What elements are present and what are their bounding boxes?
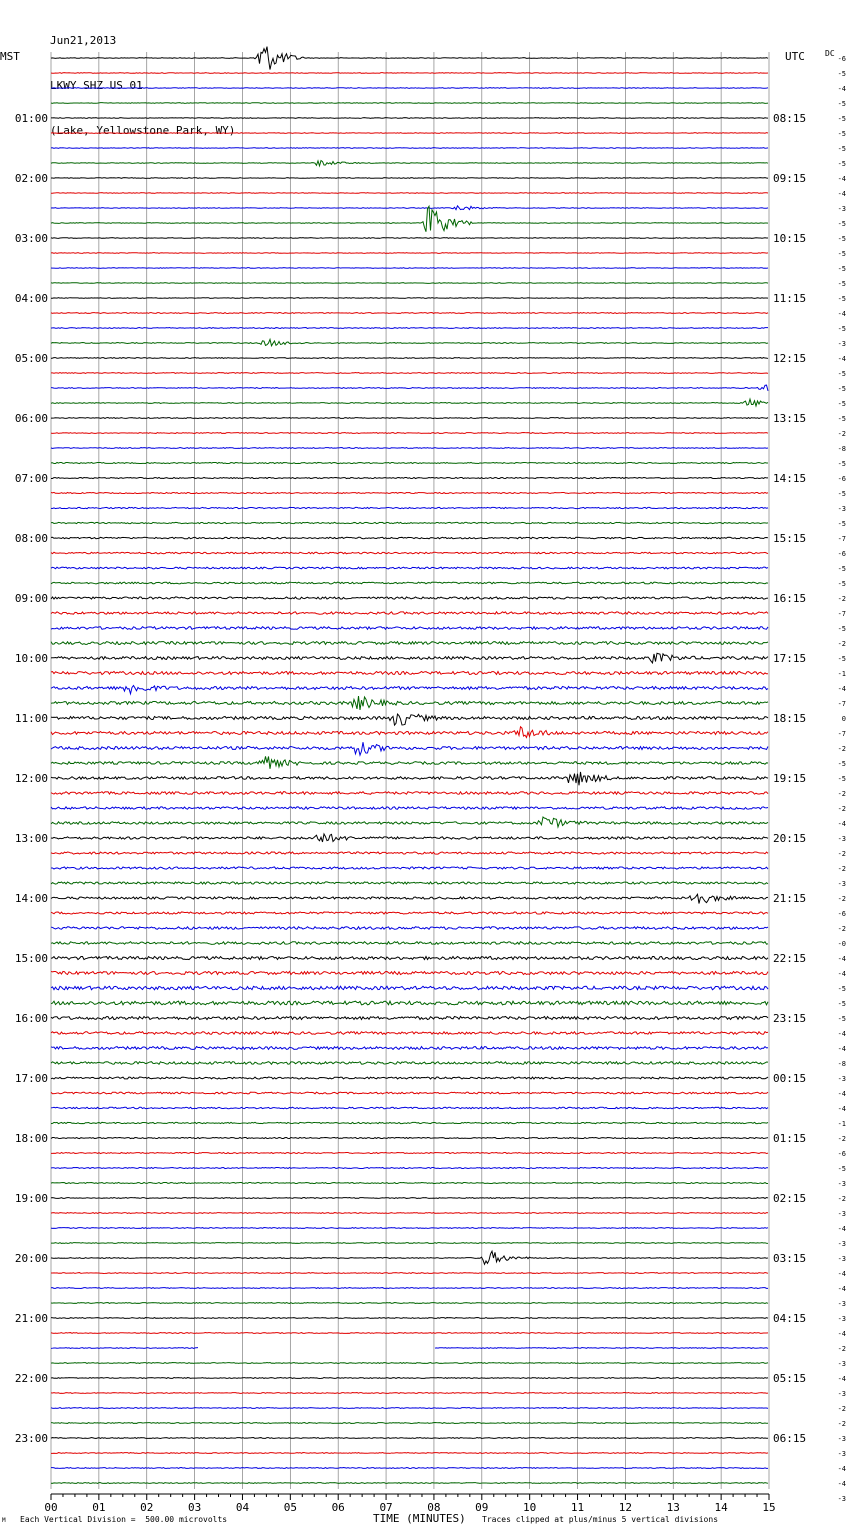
left-hour-label: 15:00: [14, 952, 48, 965]
trace-row: [51, 522, 768, 523]
dc-offset-label: -2: [837, 1345, 846, 1353]
dc-offset-label: -4: [837, 175, 846, 183]
right-timezone: UTC: [785, 50, 805, 63]
trace-row: [51, 47, 768, 70]
trace-row: [51, 88, 768, 89]
trace-row: [51, 1062, 768, 1065]
dc-offset-label: -2: [837, 430, 846, 438]
dc-offset-label: -5: [837, 1165, 846, 1173]
x-tick-label: 04: [235, 1501, 250, 1514]
dc-offset-label: -4: [837, 970, 846, 978]
dc-offset-label: -3: [837, 1210, 846, 1218]
right-hour-label: 23:15: [773, 1012, 807, 1025]
dc-offset-label: -5: [837, 490, 846, 498]
dc-offset-label: -5: [837, 775, 846, 783]
dc-offset-label: -2: [837, 1195, 846, 1203]
trace-row: [51, 1243, 768, 1244]
dc-offset-label: -4: [837, 310, 846, 318]
dc-offset-label: -3: [837, 1390, 846, 1398]
trace-row: [51, 73, 768, 74]
trace-row: [51, 597, 768, 599]
trace-row: [51, 894, 768, 903]
right-hour-label: 22:15: [773, 952, 807, 965]
dc-offset-label: -6: [837, 550, 846, 558]
right-hour-label: 21:15: [773, 892, 807, 905]
dc-offset-label: -3: [837, 1240, 846, 1248]
trace-row: [51, 582, 768, 584]
trace-row: [51, 986, 768, 990]
dc-offset-label: -3: [837, 1450, 846, 1458]
dc-offset-label: -3: [837, 1495, 846, 1503]
left-hour-label: 19:00: [14, 1192, 48, 1205]
trace-row: [51, 206, 768, 231]
dc-offset-label: -3: [837, 1315, 846, 1323]
trace-row: [51, 1092, 768, 1094]
trace-row: [51, 373, 768, 374]
trace-row: [51, 956, 768, 959]
trace-row: [51, 1152, 768, 1153]
trace-row: [51, 1122, 768, 1123]
trace-row: [51, 1318, 768, 1319]
trace-row: [51, 448, 768, 449]
trace-row: [51, 238, 768, 239]
dc-offset-label: -5: [837, 565, 846, 573]
right-hour-label: 13:15: [773, 412, 807, 425]
trace-row: [51, 313, 768, 314]
trace-row: [51, 161, 768, 166]
dc-offset-label: -5: [837, 250, 846, 258]
x-tick-label: 06: [331, 1501, 345, 1514]
trace-row: [51, 178, 768, 179]
trace-row: [51, 433, 768, 434]
dc-offset-label: -2: [837, 925, 846, 933]
x-tick-label: 11: [570, 1501, 585, 1514]
dc-offset-label: -4: [837, 955, 846, 963]
dc-offset-label: -5: [837, 985, 846, 993]
right-hour-label: 00:15: [773, 1072, 807, 1085]
dc-offset-label: -3: [837, 1435, 846, 1443]
dc-offset-label: -8: [837, 445, 846, 453]
trace-row: [51, 627, 768, 630]
left-hour-label: 18:00: [14, 1132, 48, 1145]
trace-row: [51, 727, 768, 738]
dc-offset-label: -5: [837, 115, 846, 123]
trace-row: [51, 852, 768, 854]
dc-offset-label: -5: [837, 625, 846, 633]
trace-row: [51, 118, 768, 119]
dc-offset-label: -7: [837, 700, 846, 708]
dc-offset-label: -3: [837, 1360, 846, 1368]
dc-offset-label: -3: [837, 1180, 846, 1188]
trace-row: [51, 1198, 768, 1199]
left-hour-label: 22:00: [14, 1372, 48, 1385]
dc-offset-label: -4: [837, 190, 846, 198]
scale-note: Each Vertical Division = 500.00 microvolts: [20, 1515, 228, 1524]
dc-offset-label: -6: [837, 1150, 846, 1158]
trace-row: [51, 1016, 768, 1019]
x-tick-label: 14: [714, 1501, 728, 1514]
dc-offset-label: -5: [837, 235, 846, 243]
dc-offset-label: -5: [837, 280, 846, 288]
trace-row: [51, 298, 768, 299]
trace-row: [51, 418, 768, 419]
trace-row: [51, 358, 768, 359]
trace-row: [51, 492, 768, 493]
dc-offset-label: -5: [837, 325, 846, 333]
trace-row: [51, 612, 768, 614]
dc-offset-label: -2: [837, 790, 846, 798]
trace-row: [51, 1251, 768, 1264]
trace-row: [51, 1408, 768, 1409]
right-hour-label: 12:15: [773, 352, 807, 365]
right-hour-label: 02:15: [773, 1192, 807, 1205]
clip-note: Traces clipped at plus/minus 5 vertical divisions: [482, 1515, 719, 1524]
dc-offset-label: -4: [837, 85, 846, 93]
x-axis-title: TIME (MINUTES): [373, 1512, 466, 1525]
trace-row: [51, 328, 768, 329]
dc-offset-label: -1: [837, 670, 846, 678]
trace-row: [51, 756, 768, 768]
trace-row: [51, 1047, 768, 1050]
dc-offset-label: -3: [837, 505, 846, 513]
trace-row: [51, 971, 768, 974]
dc-offset-label: -5: [837, 580, 846, 588]
left-hour-label: 07:00: [14, 472, 48, 485]
dc-offset-label: -3: [837, 1075, 846, 1083]
dc-offset-label: -5: [837, 295, 846, 303]
dc-offset-label: -5: [837, 70, 846, 78]
dc-offset-label: -5: [837, 520, 846, 528]
x-tick-label: 15: [762, 1501, 776, 1514]
dc-offset-label: -4: [837, 1375, 846, 1383]
dc-offset-label: -6: [837, 910, 846, 918]
trace-row: [51, 477, 768, 478]
trace-row: [51, 927, 768, 930]
trace-row: [51, 642, 768, 645]
trace-row: [51, 1453, 768, 1454]
right-hour-label: 14:15: [773, 472, 807, 485]
dc-offset-label: -2: [837, 1135, 846, 1143]
trace-row: [51, 792, 768, 795]
trace-row: [51, 942, 768, 945]
trace-row: [51, 507, 768, 508]
trace-row: [51, 1273, 768, 1274]
x-tick-label: 00: [44, 1501, 58, 1514]
dc-offset-label: -5: [837, 760, 846, 768]
trace-row: [51, 1483, 768, 1484]
trace-row: [51, 552, 768, 554]
x-tick-label: 03: [187, 1501, 202, 1514]
x-tick-label: 12: [618, 1501, 633, 1514]
dc-offset-label: -3: [837, 835, 846, 843]
x-tick-label: 07: [379, 1501, 393, 1514]
trace-row: [51, 1288, 768, 1289]
left-hour-label: 05:00: [14, 352, 48, 365]
trace-row: [51, 1303, 768, 1304]
dc-offset-label: -3: [837, 1300, 846, 1308]
dc-offset-label: -2: [837, 745, 846, 753]
trace-row: [51, 1438, 768, 1439]
dc-offset-label: 0: [841, 715, 846, 723]
right-hour-label: 16:15: [773, 592, 807, 605]
left-hour-label: 16:00: [14, 1012, 48, 1025]
dc-offset-label: -8: [837, 1060, 846, 1068]
dc-offset-label: -5: [837, 145, 846, 153]
dc-offset-label: -5: [837, 1015, 846, 1023]
dc-offset-label: -7: [837, 610, 846, 618]
dc-offset-label: -6: [837, 55, 846, 63]
dc-offset-label: -2: [837, 1405, 846, 1413]
dc-offset-label: -6: [837, 475, 846, 483]
trace-row: [51, 834, 768, 842]
dc-offset-label: -4: [837, 1030, 846, 1038]
trace-row: [51, 133, 768, 134]
left-hour-label: 04:00: [14, 292, 48, 305]
dc-offset-label: -5: [837, 385, 846, 393]
trace-row: [51, 1167, 768, 1168]
left-timezone: MST: [0, 50, 20, 63]
dc-offset-label: -4: [837, 1285, 846, 1293]
dc-offset-label: -5: [837, 220, 846, 228]
dc-offset-label: -4: [837, 1480, 846, 1488]
right-hour-label: 11:15: [773, 292, 807, 305]
trace-row: [51, 1107, 768, 1109]
x-tick-label: 09: [475, 1501, 489, 1514]
trace-row: [51, 1348, 768, 1349]
dc-offset-label: -2: [837, 865, 846, 873]
trace-row: [51, 1423, 768, 1424]
trace-row: [51, 772, 768, 785]
x-tick-label: 13: [666, 1501, 680, 1514]
trace-row: [51, 1213, 768, 1214]
right-hour-label: 05:15: [773, 1372, 807, 1385]
trace-row: [51, 462, 768, 463]
left-hour-label: 20:00: [14, 1252, 48, 1265]
trace-row: [51, 1077, 768, 1079]
right-hour-label: 17:15: [773, 652, 807, 665]
trace-row: [51, 253, 768, 254]
dc-offset-label: -3: [837, 880, 846, 888]
trace-row: [51, 696, 768, 710]
dc-offset-label: -5: [837, 1000, 846, 1008]
right-hour-label: 19:15: [773, 772, 807, 785]
left-hour-label: 03:00: [14, 232, 48, 245]
right-hour-label: 09:15: [773, 172, 807, 185]
left-hour-label: 14:00: [14, 892, 48, 905]
trace-row: [51, 882, 768, 884]
dc-offset-label: -4: [837, 685, 846, 693]
dc-offset-label: -5: [837, 415, 846, 423]
right-hour-label: 03:15: [773, 1252, 807, 1265]
left-hour-label: 13:00: [14, 832, 48, 845]
trace-row: [51, 1137, 768, 1138]
dc-offset-label: -4: [837, 1270, 846, 1278]
trace-row: [51, 867, 768, 869]
dc-offset-label: -4: [837, 1225, 846, 1233]
x-tick-label: 08: [427, 1501, 441, 1514]
trace-row: [51, 206, 768, 210]
trace-row: [51, 686, 768, 694]
dc-offset-label: -5: [837, 265, 846, 273]
left-hour-label: 06:00: [14, 412, 48, 425]
dc-offset-label: -4: [837, 1090, 846, 1098]
right-hour-label: 08:15: [773, 112, 807, 125]
x-tick-label: 01: [92, 1501, 106, 1514]
trace-row: [51, 714, 768, 725]
station-location: (Lake, Yellowstone Park, WY): [50, 124, 236, 137]
trace-row: [51, 912, 768, 914]
trace-row: [51, 148, 768, 149]
right-hour-label: 20:15: [773, 832, 807, 845]
trace-row: [51, 1001, 768, 1005]
dc-offset-label: -5: [837, 400, 846, 408]
right-hour-label: 04:15: [773, 1312, 807, 1325]
left-hour-label: 02:00: [14, 172, 48, 185]
left-hour-label: 12:00: [14, 772, 48, 785]
dc-offset-label: -7: [837, 730, 846, 738]
dc-offset-label: -5: [837, 370, 846, 378]
dc-offset-label: -4: [837, 355, 846, 363]
right-hour-label: 15:15: [773, 532, 807, 545]
dc-offset-label: -2: [837, 1420, 846, 1428]
dc-offset-label: -5: [837, 460, 846, 468]
footer-corner-mark: M: [2, 1517, 6, 1524]
trace-row: [51, 283, 768, 284]
trace-row: [51, 268, 768, 269]
left-hour-label: 08:00: [14, 532, 48, 545]
dc-offset-label: -2: [837, 640, 846, 648]
x-tick-label: 05: [283, 1501, 297, 1514]
trace-row: [51, 103, 768, 104]
left-hour-label: 10:00: [14, 652, 48, 665]
left-hour-label: 01:00: [14, 112, 48, 125]
trace-row: [51, 742, 768, 755]
dc-offset-label: -2: [837, 895, 846, 903]
dc-offset-label: -2: [837, 595, 846, 603]
x-tick-label: 10: [523, 1501, 537, 1514]
station-id: LKWY SHZ US 01: [50, 79, 143, 92]
left-hour-label: 23:00: [14, 1432, 48, 1445]
trace-row: [51, 1363, 768, 1364]
record-date: Jun21,2013: [50, 34, 117, 47]
right-hour-label: 06:15: [773, 1432, 807, 1445]
dc-offset-label: -1: [837, 1120, 846, 1128]
dc-label: DC: [825, 49, 835, 58]
trace-row: [51, 671, 768, 674]
dc-offset-label: -4: [837, 1105, 846, 1113]
right-hour-label: 10:15: [773, 232, 807, 245]
left-hour-label: 21:00: [14, 1312, 48, 1325]
dc-offset-label: -5: [837, 100, 846, 108]
left-hour-label: 17:00: [14, 1072, 48, 1085]
dc-offset-label: -4: [837, 1045, 846, 1053]
dc-offset-label: -5: [837, 130, 846, 138]
trace-row: [51, 1333, 768, 1334]
trace-row: [51, 339, 768, 345]
dc-offset-label: -2: [837, 850, 846, 858]
dc-offset-label: -3: [837, 340, 846, 348]
trace-row: [51, 1032, 768, 1035]
left-hour-label: 09:00: [14, 592, 48, 605]
trace-row: [51, 1378, 768, 1379]
dc-offset-label: -5: [837, 655, 846, 663]
trace-row: [51, 399, 768, 406]
trace-row: [51, 807, 768, 809]
trace-row: [51, 653, 768, 663]
dc-offset-label: -4: [837, 1330, 846, 1338]
dc-offset-label: -2: [837, 805, 846, 813]
dc-offset-label: -4: [837, 1465, 846, 1473]
trace-row: [51, 385, 768, 391]
dc-offset-label: -7: [837, 535, 846, 543]
dc-offset-label: -3: [837, 205, 846, 213]
dc-offset-label: -4: [837, 820, 846, 828]
x-tick-label: 02: [140, 1501, 154, 1514]
trace-row: [51, 1468, 768, 1469]
dc-offset-label: -0: [837, 940, 846, 948]
right-hour-label: 01:15: [773, 1132, 807, 1145]
dc-offset-label: -3: [837, 1255, 846, 1263]
trace-row: [51, 567, 768, 569]
trace-row: [51, 1182, 768, 1183]
trace-row: [51, 1393, 768, 1394]
left-hour-label: 11:00: [14, 712, 48, 725]
trace-row: [51, 1228, 768, 1229]
dc-offset-label: -5: [837, 160, 846, 168]
right-hour-label: 18:15: [773, 712, 807, 725]
trace-row: [51, 537, 768, 539]
trace-row: [51, 193, 768, 194]
trace-row: [51, 817, 768, 827]
